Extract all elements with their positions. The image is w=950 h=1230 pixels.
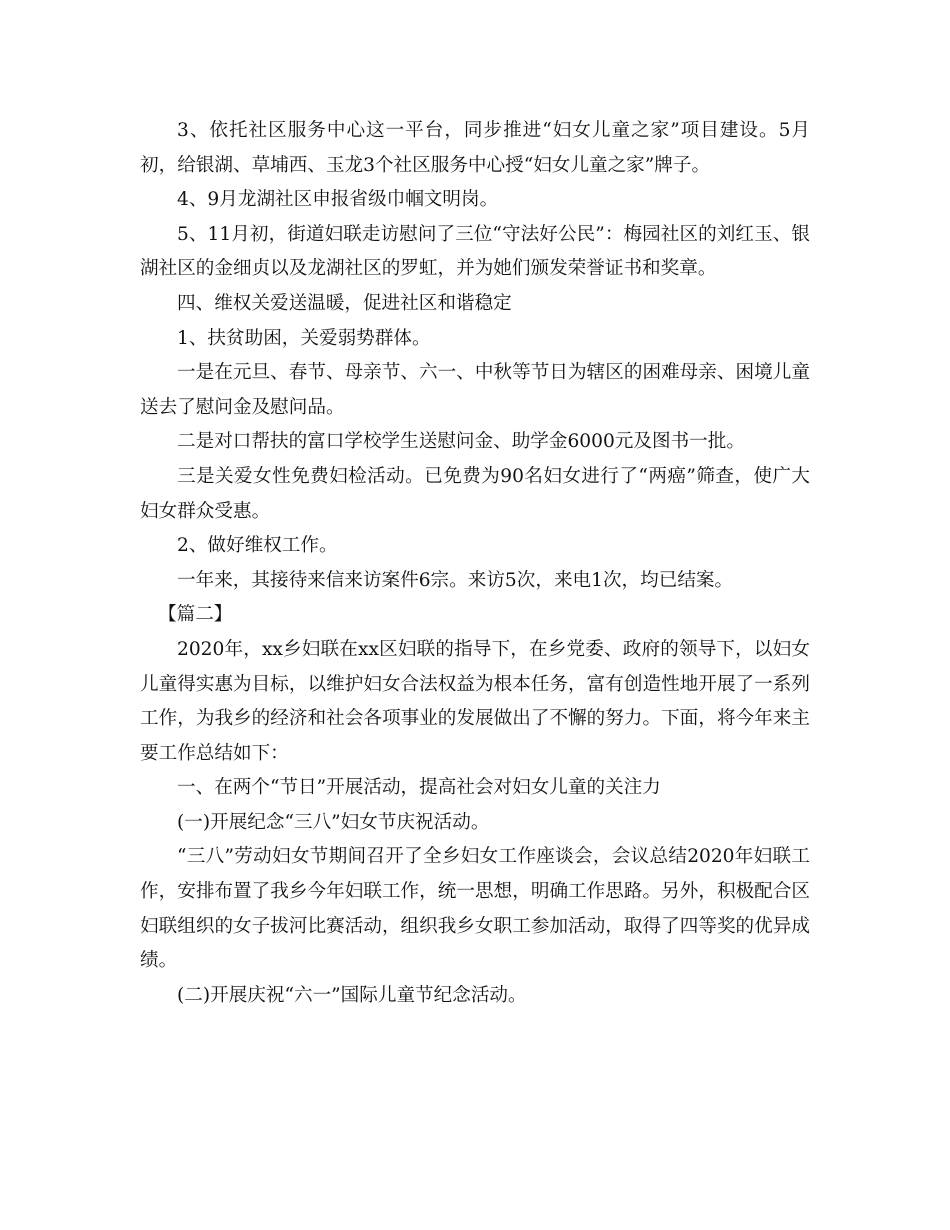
paragraph: 4、9月龙湖社区申报省级巾帼文明岗。 bbox=[177, 189, 499, 211]
document-body bbox=[140, 114, 810, 1013]
paragraph: 一年来，其接待来信来访案件6宗。来访5次，来电1次，均已结案。 bbox=[177, 569, 734, 591]
paragraph: 二是对口帮扶的富口学校学生送慰问金、助学金6000元及图书一批。 bbox=[177, 431, 745, 453]
paragraph: (一)开展纪念“三八”妇女节庆祝活动。 bbox=[177, 811, 490, 833]
paragraph: 3、依托社区服务中心这一平台，同步推进“妇女儿童之家”项目建设。5月初，给银湖、草埔西、玉龙3个社区服务中心授“妇女儿童之家”牌子。 bbox=[140, 120, 810, 176]
section-heading: 一、在两个“节日”开展活动，提高社会对妇女儿童的关注力 bbox=[177, 777, 661, 799]
paragraph: 5、11月初，街道妇联走访慰问了三位“守法好公民”：梅园社区的刘红玉、银湖社区的金细贞以及龙湖社区的罗虹，并为她们颁发荣誉证书和奖章。 bbox=[140, 223, 810, 280]
paragraph: 2020年，xx乡妇联在xx区妇联的指导下，在乡党委、政府的领导下，以妇女儿童得实惠为目标，以维护妇女合法权益为根本任务，富有创造性地开展了一系列工作，为我乡的经济和社会各项事业的发展做出了不懈的努力。下面，将今年来主要工作总结如下： bbox=[140, 638, 810, 764]
paragraph: 一是在元旦、春节、母亲节、六一、中秋等节日为辖区的困难母亲、困境儿童送去了慰问金及慰问品。 bbox=[140, 362, 810, 418]
paragraph: 2、做好维权工作。 bbox=[177, 535, 338, 557]
article-heading: 【篇二】 bbox=[158, 604, 233, 626]
section-heading: 四、维权关爱送温暖，促进社区和谐稳定 bbox=[177, 292, 512, 314]
paragraph: “三八”劳动妇女节期间召开了全乡妇女工作座谈会，会议总结2020年妇联工作，安排布置了我乡今年妇联工作，统一思想，明确工作思路。另外，积极配合区妇联组织的女子拔河比赛活动，组织我乡女职工参加活动，取得了四等奖的优异成绩。 bbox=[140, 846, 810, 972]
paragraph: (二)开展庆祝“六一”国际儿童节纪念活动。 bbox=[177, 984, 527, 1006]
paragraph: 三是关爱女性免费妇检活动。已免费为90名妇女进行了“两癌”筛查，使广大妇女群众受惠。 bbox=[140, 465, 810, 522]
paragraph: 1、扶贫助困，关爱弱势群体。 bbox=[177, 327, 431, 349]
